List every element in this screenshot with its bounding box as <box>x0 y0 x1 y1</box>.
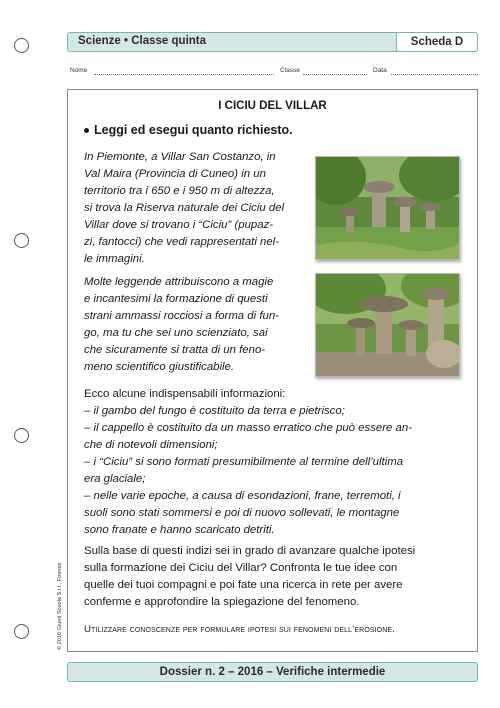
info-item: – il gambo del fungo è costituito da terra e pietrisco; <box>84 405 345 417</box>
subject-title: Scienze • Classe quinta <box>78 35 207 47</box>
scheda-label: Scheda D <box>396 32 478 52</box>
header-bar <box>67 32 478 52</box>
info-list <box>84 386 462 539</box>
copyright-notice: © 2016 Giunti Scuola S.r.l., Firenze <box>57 562 63 650</box>
paragraph-1: In Piemonte, a Villar San Costanzo, in Val Maira (Provincia di Cuneo) in un territorio tra i 650 e i 950 m di altezza, si trova la Riserva naturale dei Ciciu del Villar dove si trovano i “Ciciu” (pupaz- zi, fantocci) che vedi rappresentati nel- le immagini. <box>84 151 285 265</box>
question-paragraph: Sulla base di questi indizi sei in grado di avanzare qualche ipotesi sulla formazione dei Ciciu del Villar? Confronta le tue idee con quelle dei tuoi compagni e poi fate una ricerca in rete per avere conferme e approfondire la spiegazione del fenomeno. <box>84 545 416 608</box>
info-intro: Ecco alcune indispensabili informazioni: <box>84 388 286 400</box>
exercise-box <box>67 89 478 652</box>
exercise-title: I CICIU DEL VILLAR <box>218 100 327 112</box>
info-item: – nelle varie epoche, a causa di esondazioni, frane, terremoti, i suoli sono stati sommersi e poi di nuovo sollevati, le montagne sono franate e hanno scaricato detriti. <box>84 490 401 536</box>
nome-label: Nome <box>70 67 88 74</box>
learning-objective: Utilizzare conoscenze per formulare ipotesi sui fenomeni dell’erosione. <box>84 624 395 635</box>
binder-hole <box>14 428 29 443</box>
classe-label: Classe <box>280 67 300 74</box>
binder-hole <box>14 233 29 248</box>
ciciu-photo-1 <box>315 156 460 260</box>
footer-bar: Dossier n. 2 – 2016 – Verifiche intermedie <box>67 662 478 682</box>
info-item: – i “Ciciu” si sono formati presumibilmente al termine dell’ultima era glaciale; <box>84 456 404 485</box>
ciciu-photo-2 <box>315 273 460 377</box>
binder-hole <box>14 38 29 53</box>
instruction: Leggi ed esegui quanto richiesto. <box>84 123 293 137</box>
binder-hole <box>14 624 29 639</box>
paragraph-2: Molte leggende attribuiscono a magie e incantesimi la formazione di questi strani ammassi rocciosi a forma di fun- go, ma tu che sei uno scienziato, sai che sicuramente si tratta di un feno- meno scientifico giustificabile. <box>84 276 279 373</box>
classe-field[interactable] <box>303 74 367 75</box>
info-item: – il cappello è costituito da un masso erratico che può essere an- che di notevoli dimensioni; <box>84 422 412 451</box>
bullet-icon <box>84 128 89 133</box>
data-field[interactable] <box>391 74 478 75</box>
nome-field[interactable] <box>94 74 274 75</box>
data-label: Data <box>373 67 387 74</box>
